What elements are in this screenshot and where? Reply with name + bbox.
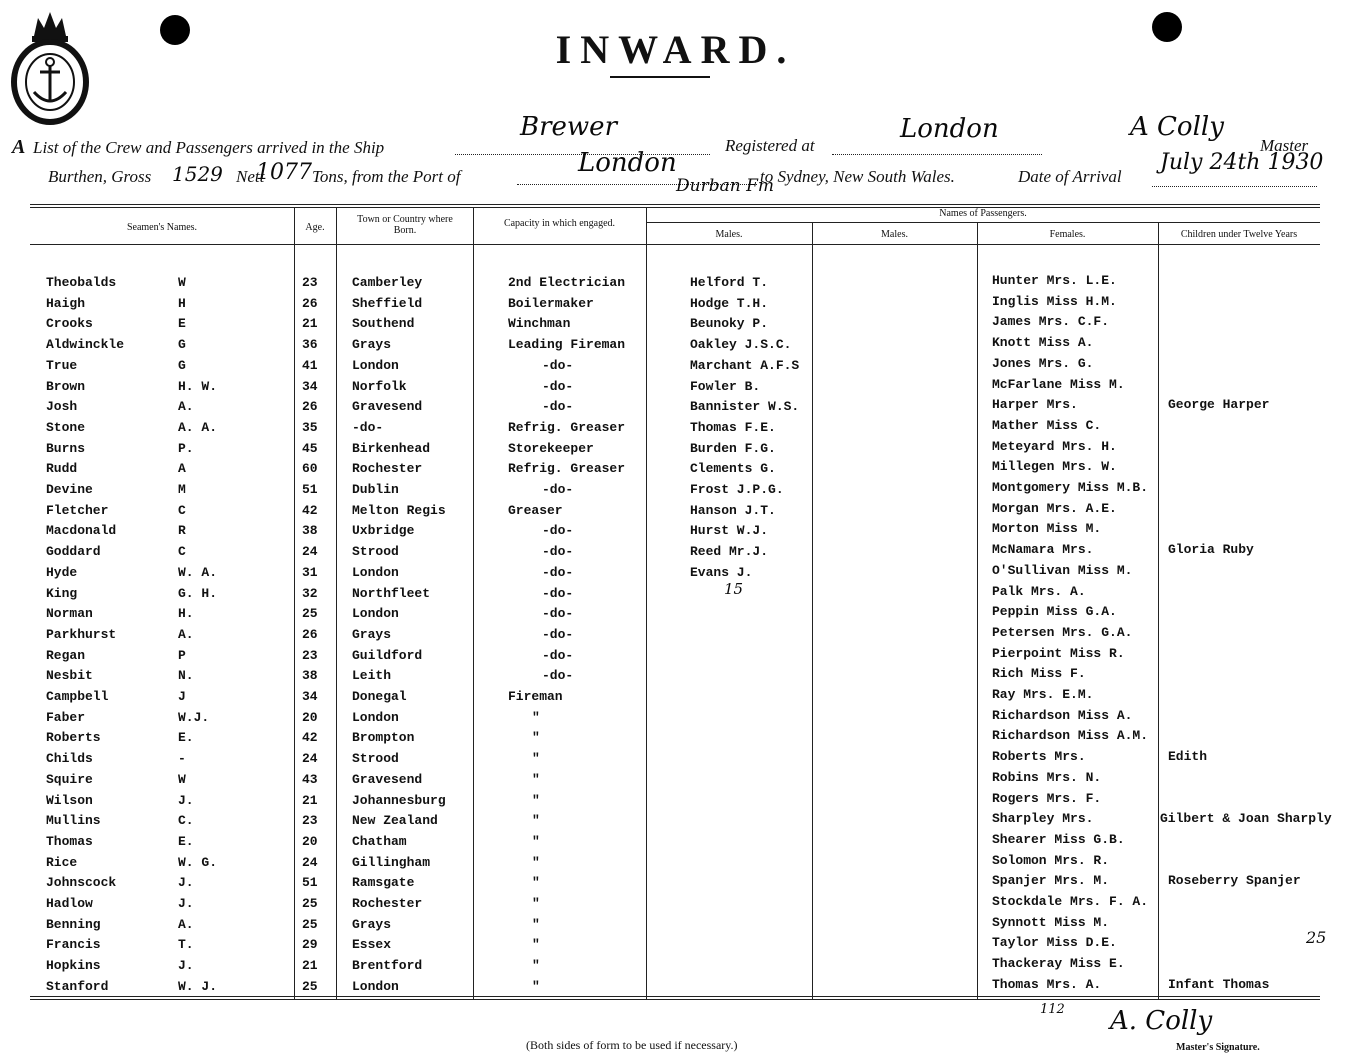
female-passenger: Taylor Miss D.E. xyxy=(992,935,1117,950)
crew-birthplace: Uxbridge xyxy=(352,523,415,538)
master-signature: A. Colly xyxy=(1110,1006,1213,1036)
child-passenger: Gloria Ruby xyxy=(1168,542,1254,557)
male-passenger: Hodge T.H. xyxy=(690,296,769,311)
crew-age: 23 xyxy=(302,813,318,828)
crew-age: 20 xyxy=(302,710,318,725)
crew-initials: A. xyxy=(178,627,194,642)
registered-label: Registered at xyxy=(725,136,815,155)
crew-surname: Devine xyxy=(46,482,93,497)
crew-initials: H xyxy=(178,296,186,311)
crew-capacity: -do- xyxy=(542,379,574,394)
crew-capacity: -do- xyxy=(542,586,574,601)
crew-birthplace: Leith xyxy=(352,668,392,683)
crew-surname: Roberts xyxy=(46,730,101,745)
female-passenger: Synnott Miss M. xyxy=(992,915,1110,930)
crew-initials: W. G. xyxy=(178,855,218,870)
crew-capacity: " xyxy=(532,751,540,766)
crew-birthplace: Gravesend xyxy=(352,399,423,414)
crew-birthplace: London xyxy=(352,979,399,994)
crew-capacity: " xyxy=(532,834,540,849)
registered-line xyxy=(832,154,1042,155)
crew-surname: Benning xyxy=(46,917,101,932)
male-passenger: Fowler B. xyxy=(690,379,761,394)
female-passenger: Jones Mrs. G. xyxy=(992,356,1094,371)
crew-birthplace: Camberley xyxy=(352,275,423,290)
col-divider-age xyxy=(294,207,295,999)
crew-initials: W xyxy=(178,275,186,290)
crew-birthplace: Birkenhead xyxy=(352,441,431,456)
crew-age: 35 xyxy=(302,420,318,435)
crew-age: 34 xyxy=(302,379,318,394)
female-passenger: Knott Miss A. xyxy=(992,335,1094,350)
crew-surname: Haigh xyxy=(46,296,86,311)
female-passenger: Robins Mrs. N. xyxy=(992,770,1102,785)
crew-capacity: " xyxy=(532,875,540,890)
col-head-females: Females. xyxy=(1049,229,1086,240)
crew-age: 25 xyxy=(302,979,318,994)
crew-capacity: " xyxy=(532,896,540,911)
male-passenger: Clements G. xyxy=(690,461,776,476)
female-passenger: Mather Miss C. xyxy=(992,418,1102,433)
crew-initials: E xyxy=(178,316,186,331)
crew-surname: Thomas xyxy=(46,834,93,849)
male-passenger: Beunoky P. xyxy=(690,316,769,331)
bottom-margin-note: 112 xyxy=(1040,1002,1065,1017)
passenger-header-rule xyxy=(646,222,1320,223)
female-passenger: O'Sullivan Miss M. xyxy=(992,563,1133,578)
crew-surname: Stone xyxy=(46,420,86,435)
crew-capacity: -do- xyxy=(542,627,574,642)
crew-birthplace: Dublin xyxy=(352,482,399,497)
crew-initials: G xyxy=(178,358,186,373)
crew-capacity: -do- xyxy=(542,668,574,683)
crew-birthplace: Gravesend xyxy=(352,772,423,787)
crew-age: 26 xyxy=(302,399,318,414)
crew-age: 21 xyxy=(302,316,318,331)
crew-age: 29 xyxy=(302,937,318,952)
crew-birthplace: Rochester xyxy=(352,896,423,911)
male-total-note: 15 xyxy=(724,580,744,598)
crew-birthplace: Grays xyxy=(352,917,392,932)
crew-age: 21 xyxy=(302,793,318,808)
crew-age: 23 xyxy=(302,275,318,290)
master-name: A Colly xyxy=(1130,112,1224,142)
ship-name: Brewer xyxy=(520,112,617,142)
crew-age: 38 xyxy=(302,523,318,538)
crew-surname: Johnscock xyxy=(46,875,117,890)
crew-surname: King xyxy=(46,586,78,601)
female-passenger: McFarlane Miss M. xyxy=(992,377,1125,392)
arrival-label: Date of Arrival xyxy=(1018,167,1122,186)
crew-initials: - xyxy=(178,751,186,766)
page-title: INWARD. xyxy=(555,27,796,72)
crew-birthplace: London xyxy=(352,358,399,373)
crew-surname: Josh xyxy=(46,399,78,414)
crew-surname: Parkhurst xyxy=(46,627,117,642)
crew-initials: A. xyxy=(178,399,194,414)
crew-age: 24 xyxy=(302,855,318,870)
child-passenger: Roseberry Spanjer xyxy=(1168,873,1301,888)
col-head-males-1: Males. xyxy=(715,229,743,240)
male-passenger: Evans J. xyxy=(690,565,753,580)
crew-surname: Nesbit xyxy=(46,668,93,683)
female-passenger: Roberts Mrs. xyxy=(992,749,1086,764)
crew-capacity: -do- xyxy=(542,648,574,663)
tons-label: Tons, from the Port of xyxy=(312,167,461,186)
female-passenger: James Mrs. C.F. xyxy=(992,314,1110,329)
crew-surname: Faber xyxy=(46,710,86,725)
crew-birthplace: London xyxy=(352,565,399,580)
crew-surname: Crooks xyxy=(46,316,93,331)
crew-initials: C. xyxy=(178,813,194,828)
crew-initials: C xyxy=(178,544,186,559)
female-passenger: Thomas Mrs. A. xyxy=(992,977,1102,992)
crew-birthplace: Essex xyxy=(352,937,392,952)
crew-surname: Wilson xyxy=(46,793,93,808)
crew-age: 23 xyxy=(302,648,318,663)
crew-birthplace: Brentford xyxy=(352,958,423,973)
crew-initials: A. A. xyxy=(178,420,218,435)
crew-capacity: -do- xyxy=(542,544,574,559)
crew-age: 60 xyxy=(302,461,318,476)
crew-surname: Norman xyxy=(46,606,93,621)
master-label: Master xyxy=(1260,136,1309,155)
crew-surname: Macdonald xyxy=(46,523,117,538)
crew-birthplace: Johannesburg xyxy=(352,793,446,808)
crew-age: 21 xyxy=(302,958,318,973)
crew-birthplace: Melton Regis xyxy=(352,503,446,518)
crew-birthplace: London xyxy=(352,606,399,621)
crew-initials: J xyxy=(178,689,186,704)
male-passenger: Frost J.P.G. xyxy=(690,482,784,497)
crew-surname: Francis xyxy=(46,937,101,952)
col-head-capacity: Capacity in which engaged. xyxy=(503,218,616,229)
crew-capacity: Refrig. Greaser xyxy=(508,461,626,476)
female-passenger: Spanjer Mrs. M. xyxy=(992,873,1110,888)
crew-initials: H. W. xyxy=(178,379,218,394)
crew-capacity: " xyxy=(532,772,540,787)
crew-surname: Hopkins xyxy=(46,958,101,973)
crew-capacity: -do- xyxy=(542,399,574,414)
crew-surname: True xyxy=(46,358,78,373)
female-passenger: Palk Mrs. A. xyxy=(992,584,1086,599)
crew-capacity: " xyxy=(532,793,540,808)
crew-capacity: Leading Fireman xyxy=(508,337,626,352)
crew-age: 20 xyxy=(302,834,318,849)
col-head-seamen: Seamen's Names. xyxy=(126,222,198,233)
crew-surname: Squire xyxy=(46,772,93,787)
crew-initials: A. xyxy=(178,917,194,932)
title-rule xyxy=(610,76,710,78)
child-passenger: Infant Thomas xyxy=(1168,977,1270,992)
col-divider-females xyxy=(977,222,978,999)
crew-birthplace: Chatham xyxy=(352,834,407,849)
crew-age: 25 xyxy=(302,896,318,911)
crew-age: 26 xyxy=(302,296,318,311)
crew-capacity: -do- xyxy=(542,482,574,497)
crew-age: 42 xyxy=(302,503,318,518)
male-passenger: Burden F.G. xyxy=(690,441,776,456)
nett-value: 1077 xyxy=(256,160,312,185)
crew-capacity: " xyxy=(532,855,540,870)
header-line1-label: List of the Crew and Passengers arrived in the Ship xyxy=(33,138,385,157)
female-passenger: Morton Miss M. xyxy=(992,521,1102,536)
col-divider-capacity xyxy=(473,207,474,999)
female-passenger: Meteyard Mrs. H. xyxy=(992,439,1117,454)
male-passenger: Reed Mr.J. xyxy=(690,544,769,559)
crew-age: 38 xyxy=(302,668,318,683)
crew-surname: Rice xyxy=(46,855,78,870)
crew-initials: H. xyxy=(178,606,194,621)
female-passenger: Petersen Mrs. G.A. xyxy=(992,625,1133,640)
col-head-children: Children under Twelve Years xyxy=(1180,229,1298,240)
crew-initials: P. xyxy=(178,441,194,456)
crew-capacity: " xyxy=(532,917,540,932)
male-passenger: Thomas F.E. xyxy=(690,420,776,435)
crew-capacity: Boilermaker xyxy=(508,296,594,311)
crew-capacity: " xyxy=(532,979,540,994)
crew-initials: J. xyxy=(178,958,194,973)
footer-note: (Both sides of form to be used if necessary.) xyxy=(526,1038,738,1052)
crew-initials: W xyxy=(178,772,186,787)
crew-initials: P xyxy=(178,648,186,663)
child-passenger: George Harper xyxy=(1168,397,1270,412)
female-passenger: Rich Miss F. xyxy=(992,666,1086,681)
crew-age: 51 xyxy=(302,875,318,890)
male-passenger: Hurst W.J. xyxy=(690,523,769,538)
female-passenger: Harper Mrs. xyxy=(992,397,1078,412)
crew-initials: G. H. xyxy=(178,586,218,601)
crew-capacity: Winchman xyxy=(508,316,571,331)
female-passenger: Hunter Mrs. L.E. xyxy=(992,273,1117,288)
crew-birthplace: Grays xyxy=(352,337,392,352)
col-head-males-2: Males. xyxy=(881,229,908,240)
crew-birthplace: Norfolk xyxy=(352,379,407,394)
crew-age: 51 xyxy=(302,482,318,497)
male-passenger: Oakley J.S.C. xyxy=(690,337,792,352)
child-passenger: Edith xyxy=(1168,749,1208,764)
crew-initials: N. xyxy=(178,668,194,683)
crew-capacity: Storekeeper xyxy=(508,441,594,456)
crew-birthplace: Donegal xyxy=(352,689,407,704)
col-divider-passengers xyxy=(646,207,647,999)
crew-surname: Brown xyxy=(46,379,86,394)
crew-age: 31 xyxy=(302,565,318,580)
crew-initials: J. xyxy=(178,793,194,808)
crew-age: 36 xyxy=(302,337,318,352)
female-passenger: Montgomery Miss M.B. xyxy=(992,480,1149,495)
female-count-note: 25 xyxy=(1306,928,1327,947)
child-passenger: Gilbert & Joan Sharply xyxy=(1160,811,1332,826)
crew-initials: C xyxy=(178,503,186,518)
crew-initials: W.J. xyxy=(178,710,210,725)
female-passenger: Thackeray Miss E. xyxy=(992,956,1125,971)
arrival-line xyxy=(1152,186,1317,187)
crew-capacity: -do- xyxy=(542,523,574,538)
female-passenger: Shearer Miss G.B. xyxy=(992,832,1125,847)
female-passenger: Millegen Mrs. W. xyxy=(992,459,1117,474)
nett-label: Nett xyxy=(236,167,265,186)
crew-age: 42 xyxy=(302,730,318,745)
crew-birthplace: Rochester xyxy=(352,461,423,476)
crew-surname: Mullins xyxy=(46,813,101,828)
port-from: London xyxy=(578,148,677,178)
crew-age: 32 xyxy=(302,586,318,601)
crew-surname: Aldwinckle xyxy=(46,337,125,352)
female-passenger: Morgan Mrs. A.E. xyxy=(992,501,1117,516)
male-passenger: Marchant A.F.S xyxy=(690,358,800,373)
col-head-passengers: Names of Passengers. xyxy=(939,208,1027,219)
female-passenger: Stockdale Mrs. F. A. xyxy=(992,894,1149,909)
table-top-rule xyxy=(30,204,1320,205)
crew-age: 25 xyxy=(302,917,318,932)
burthen-label: Burthen, Gross xyxy=(48,167,152,186)
crew-birthplace: Brompton xyxy=(352,730,415,745)
crew-capacity: -do- xyxy=(542,565,574,580)
crew-surname: Childs xyxy=(46,751,93,766)
crew-surname: Theobalds xyxy=(46,275,117,290)
crew-surname: Regan xyxy=(46,648,86,663)
crew-capacity: Refrig. Greaser xyxy=(508,420,626,435)
crew-capacity: 2nd Electrician xyxy=(508,275,626,290)
table-bottom-rule xyxy=(30,996,1320,997)
crew-surname: Campbell xyxy=(46,689,109,704)
female-passenger: Rogers Mrs. F. xyxy=(992,791,1102,806)
col-divider-children xyxy=(1158,222,1159,999)
crew-capacity: " xyxy=(532,710,540,725)
registered-port: London xyxy=(900,114,999,144)
crew-age: 24 xyxy=(302,751,318,766)
female-passenger: Inglis Miss H.M. xyxy=(992,294,1117,309)
crew-birthplace: Southend xyxy=(352,316,415,331)
crew-initials: E. xyxy=(178,834,194,849)
female-passenger: McNamara Mrs. xyxy=(992,542,1094,557)
crew-initials: J. xyxy=(178,875,194,890)
crew-age: 25 xyxy=(302,606,318,621)
male-passenger: Bannister W.S. xyxy=(690,399,800,414)
female-passenger: Richardson Miss A.M. xyxy=(992,728,1149,743)
female-passenger: Richardson Miss A. xyxy=(992,708,1133,723)
crew-initials: M xyxy=(178,482,186,497)
crew-age: 24 xyxy=(302,544,318,559)
crew-initials: R xyxy=(178,523,186,538)
list-prefix: A xyxy=(12,136,26,158)
crew-surname: Rudd xyxy=(46,461,78,476)
crew-initials: W. A. xyxy=(178,565,218,580)
crew-age: 41 xyxy=(302,358,318,373)
crew-surname: Burns xyxy=(46,441,86,456)
crew-initials: A xyxy=(178,461,186,476)
crew-initials: G xyxy=(178,337,186,352)
gross-value: 1529 xyxy=(172,162,223,186)
via-port: Durban Fm xyxy=(676,176,774,196)
arrival-date: July 24th 1930 xyxy=(1160,150,1324,175)
crew-surname: Goddard xyxy=(46,544,101,559)
female-passenger: Peppin Miss G.A. xyxy=(992,604,1117,619)
male-passenger: Helford T. xyxy=(690,275,769,290)
female-passenger: Solomon Mrs. R. xyxy=(992,853,1110,868)
to-label: to Sydney, New South Wales. xyxy=(760,167,955,186)
crew-capacity: " xyxy=(532,730,540,745)
crew-birthplace: -do- xyxy=(352,420,384,435)
crew-capacity: " xyxy=(532,813,540,828)
female-passenger: Pierpoint Miss R. xyxy=(992,646,1125,661)
col-divider-born xyxy=(336,207,337,999)
signature-label: Master's Signature. xyxy=(1176,1042,1260,1053)
female-passenger: Ray Mrs. E.M. xyxy=(992,687,1094,702)
col-head-born: Town or Country where Born. xyxy=(357,214,453,236)
crew-capacity: -do- xyxy=(542,606,574,621)
crew-surname: Fletcher xyxy=(46,503,109,518)
crew-birthplace: London xyxy=(352,710,399,725)
crew-initials: E. xyxy=(178,730,194,745)
crew-birthplace: Strood xyxy=(352,544,399,559)
crew-capacity: " xyxy=(532,958,540,973)
crew-age: 34 xyxy=(302,689,318,704)
crew-surname: Hadlow xyxy=(46,896,93,911)
crew-birthplace: Sheffield xyxy=(352,296,423,311)
male-passenger: Hanson J.T. xyxy=(690,503,776,518)
crew-birthplace: New Zealand xyxy=(352,813,438,828)
crew-birthplace: Strood xyxy=(352,751,399,766)
crew-capacity: -do- xyxy=(542,358,574,373)
col-head-age: Age. xyxy=(305,222,325,233)
female-passenger: Sharpley Mrs. xyxy=(992,811,1094,826)
crew-birthplace: Gillingham xyxy=(352,855,431,870)
crew-age: 26 xyxy=(302,627,318,642)
crew-initials: W. J. xyxy=(178,979,218,994)
crew-capacity: Greaser xyxy=(508,503,563,518)
crew-capacity: Fireman xyxy=(508,689,563,704)
crew-capacity: " xyxy=(532,937,540,952)
crew-birthplace: Guildford xyxy=(352,648,423,663)
crew-surname: Hyde xyxy=(46,565,78,580)
crew-age: 45 xyxy=(302,441,318,456)
crew-surname: Stanford xyxy=(46,979,109,994)
crew-birthplace: Northfleet xyxy=(352,586,431,601)
crew-birthplace: Grays xyxy=(352,627,392,642)
crew-initials: J. xyxy=(178,896,194,911)
col-divider-males2 xyxy=(812,222,813,999)
crew-birthplace: Ramsgate xyxy=(352,875,415,890)
column-header-rule xyxy=(30,244,1320,245)
crew-initials: T. xyxy=(178,937,194,952)
crew-age: 43 xyxy=(302,772,318,787)
table-bottom-rule-2 xyxy=(30,999,1320,1000)
